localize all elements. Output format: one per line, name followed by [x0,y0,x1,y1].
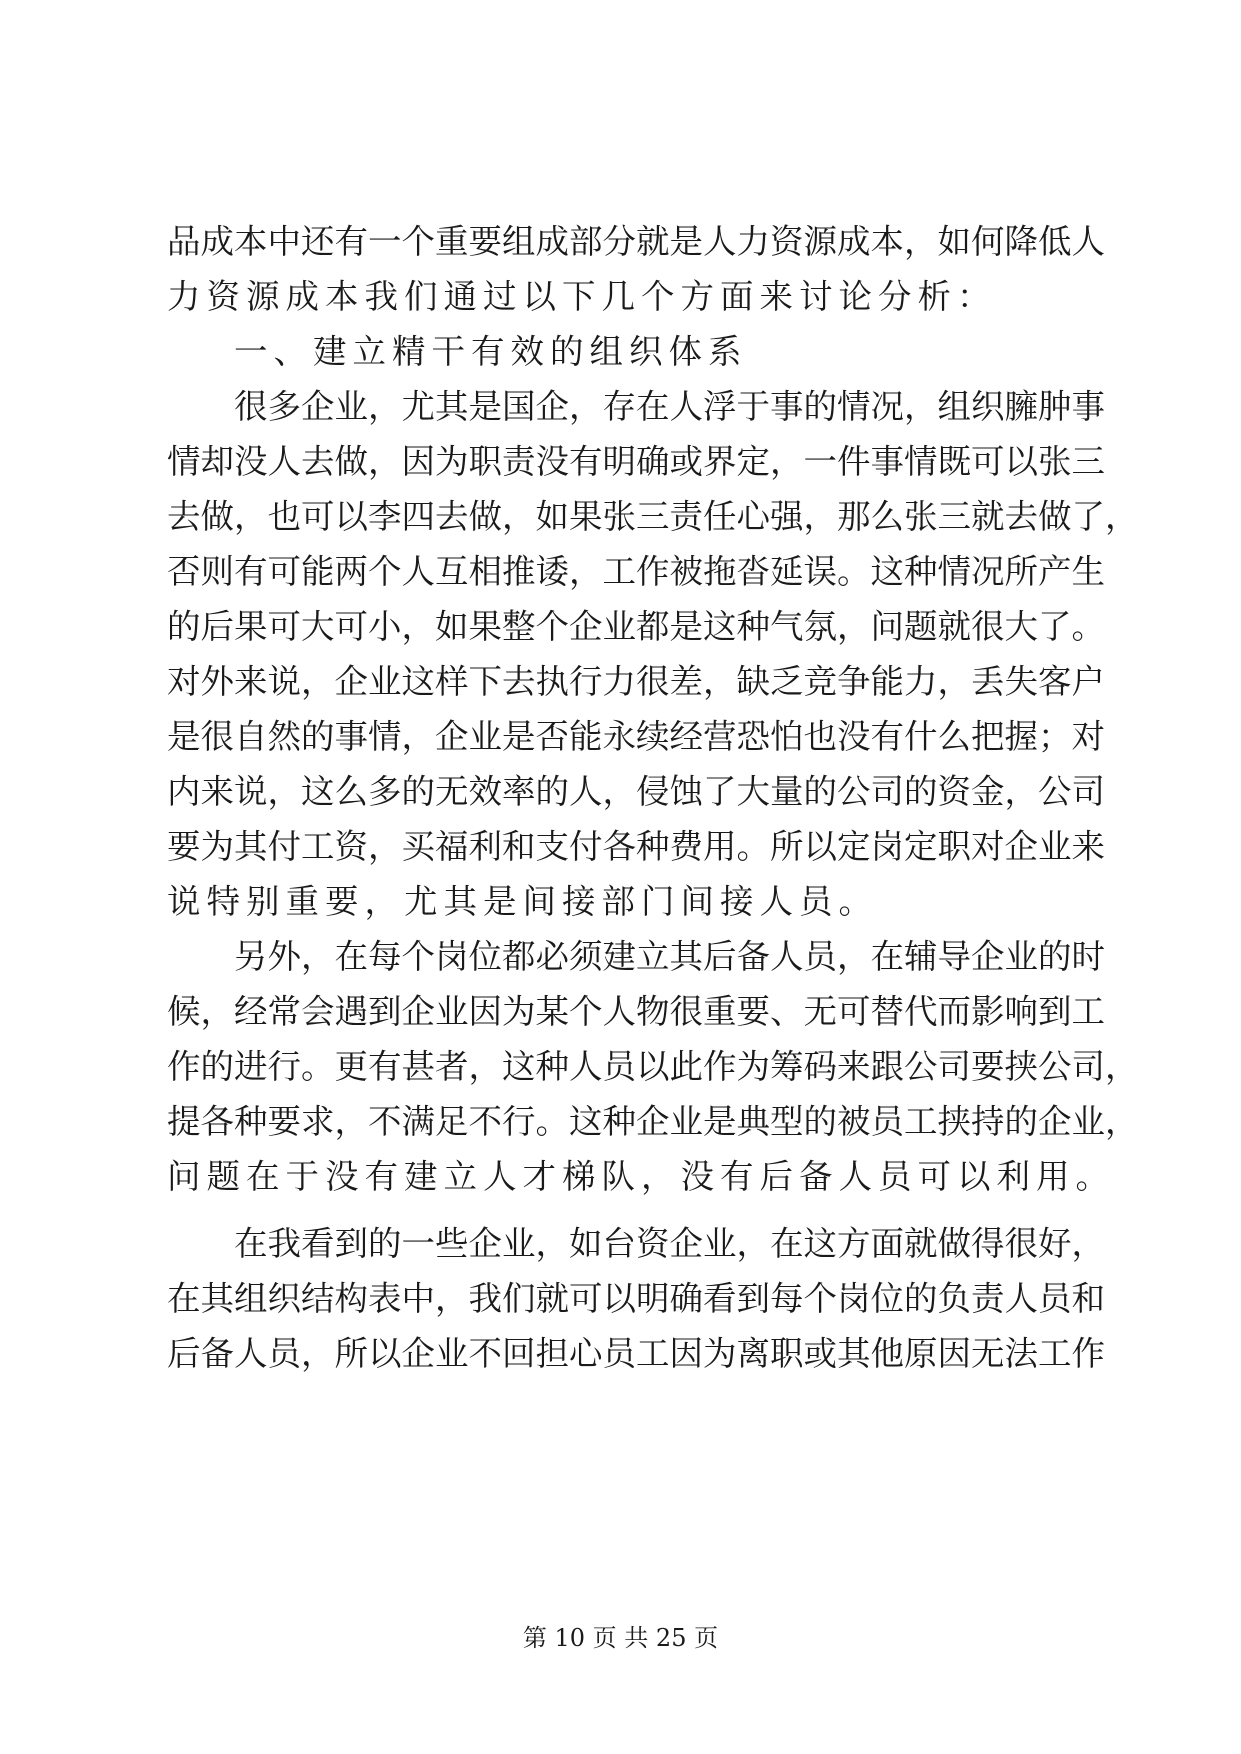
text-line: 在我看到的一些企业，如台资企业，在这方面就做得很好， [234,1224,1105,1263]
text-line: 对外来说，企业这样下去执行力很差，缺乏竞争能力，丢失客户 [167,662,1105,701]
text-line: 是很自然的事情，企业是否能永续经营恐怕也没有什么把握；对 [167,717,1105,756]
text-line: 很多企业，尤其是国企，存在人浮于事的情况，组织臃肿事 [234,387,1105,426]
text-line: 后备人员，所以企业不回担心员工因为离职或其他原因无法工作 [167,1334,1105,1373]
text-line: 品成本中还有一个重要组成部分就是人力资源成本，如何降低人 [167,222,1105,261]
text-line: 否则有可能两个人互相推诿，工作被拖沓延误。这种情况所产生 [167,552,1105,591]
text-line: 在其组织结构表中，我们就可以明确看到每个岗位的负责人员和 [167,1279,1105,1318]
text-line: 问题在于没有建立人才梯队，没有后备人员可以利用。 [167,1157,1115,1196]
text-line: 情却没人去做，因为职责没有明确或界定，一件事情既可以张三 [167,442,1105,481]
page-number-footer: 第 10 页 共 25 页 [522,1624,719,1652]
text-line: 去做，也可以李四去做，如果张三责任心强，那么张三就去做了， [167,497,1139,536]
text-line: 说特别重要，尤其是间接部门间接人员。 [167,882,878,921]
text-line: 另外，在每个岗位都必须建立其后备人员，在辅导企业的时 [234,937,1105,976]
section-heading: 一、建立精干有效的组织体系 [234,332,748,371]
text-line: 提各种要求，不满足不行。这种企业是典型的被员工挟持的企业， [167,1102,1139,1141]
text-line: 的后果可大可小，如果整个企业都是这种气氛，问题就很大了。 [167,607,1105,646]
text-line: 内来说，这么多的无效率的人，侵蚀了大量的公司的资金，公司 [167,772,1105,811]
text-line: 要为其付工资，买福利和支付各种费用。所以定岗定职对企业来 [167,827,1105,866]
text-line: 候，经常会遇到企业因为某个人物很重要、无可替代而影响到工 [167,992,1105,1031]
text-line: 力资源成本我们通过以下几个方面来讨论分析： [167,277,997,316]
text-line: 作的进行。更有甚者，这种人员以此作为筹码来跟公司要挟公司， [167,1047,1139,1086]
